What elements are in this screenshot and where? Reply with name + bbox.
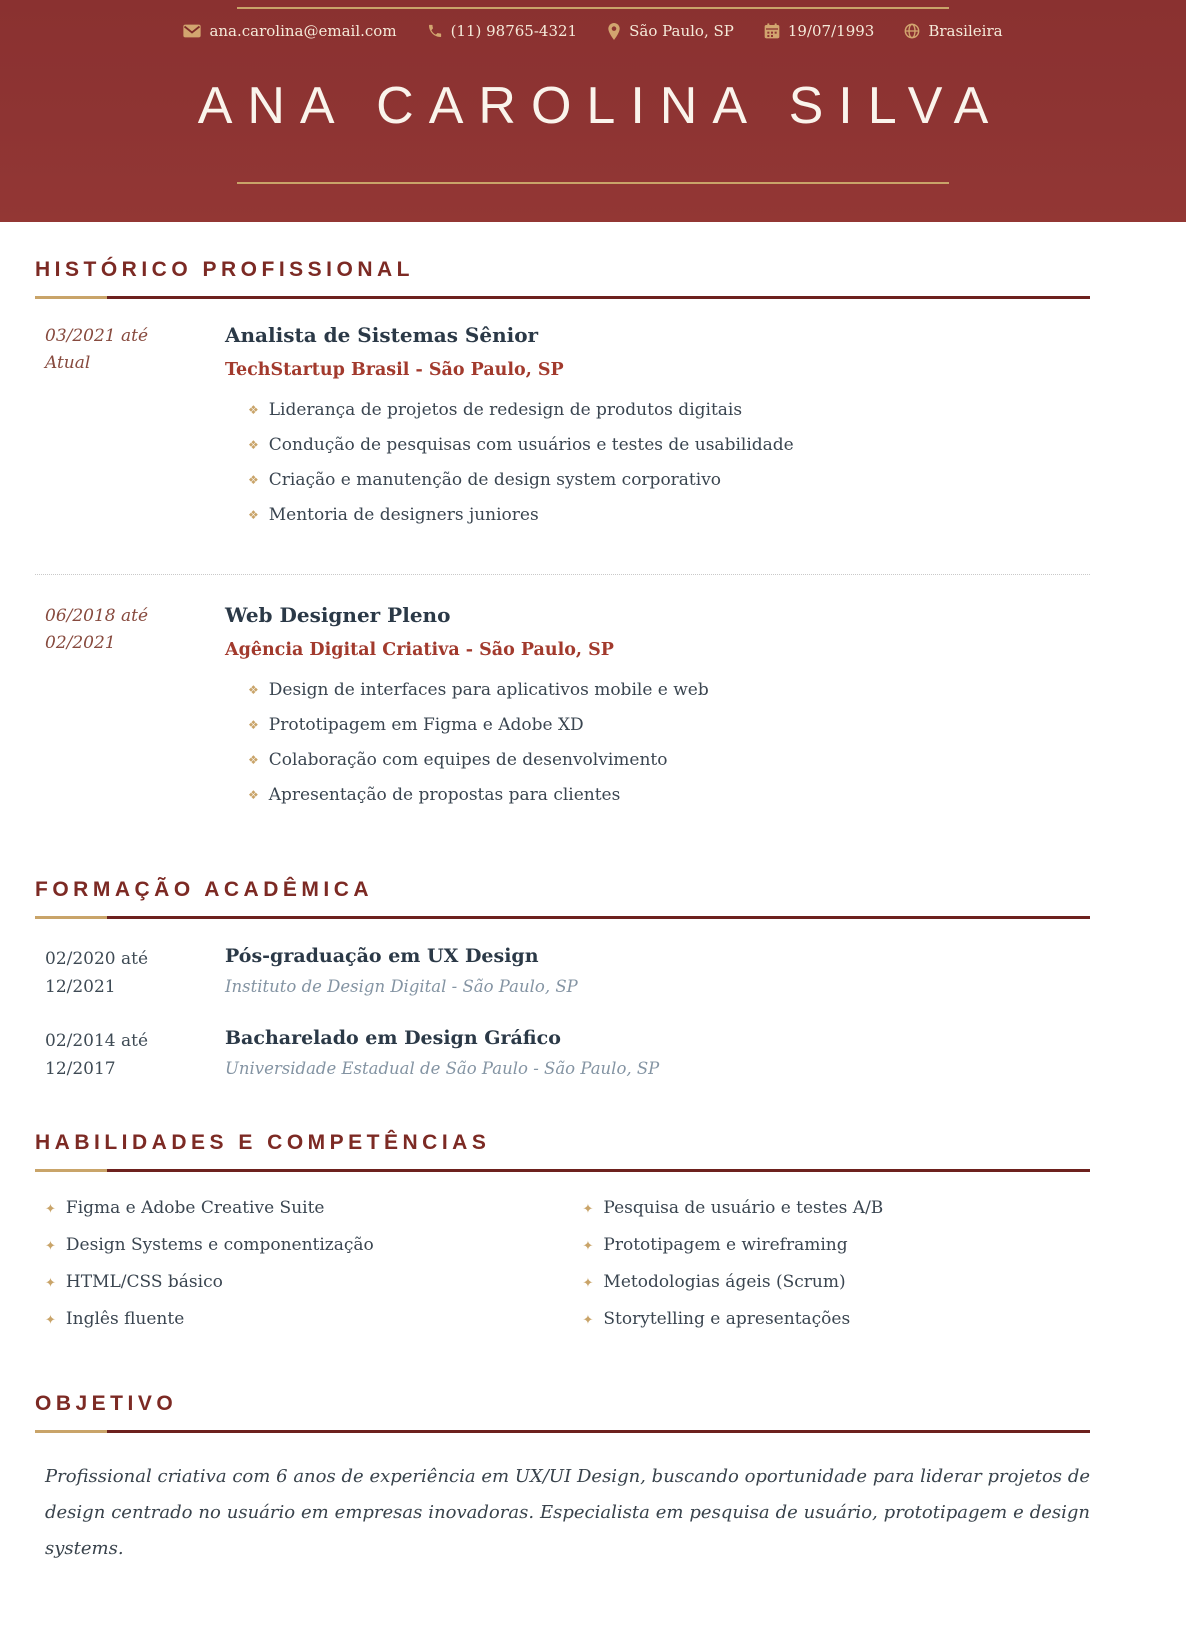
star-bullet-icon: ✦ bbox=[582, 1202, 594, 1217]
contact-email bbox=[183, 22, 396, 40]
section-experience bbox=[35, 258, 1090, 826]
contact-birthdate bbox=[764, 22, 874, 40]
contact-birthdate-text: 19/07/1993 bbox=[787, 22, 875, 40]
star-bullet-icon: ✦ bbox=[45, 1313, 56, 1328]
education-period: 02/2020 até 12/2021 bbox=[45, 949, 149, 997]
calendar-icon bbox=[764, 23, 780, 39]
job-period: 06/2018 até 02/2021 bbox=[45, 606, 149, 653]
section-rule bbox=[35, 1430, 1090, 1433]
job-bullet-item bbox=[248, 435, 1090, 455]
job-company: TechStartup Brasil - São Paulo, SP bbox=[225, 360, 564, 380]
job-bullet-item bbox=[248, 400, 1090, 420]
education-institution: Universidade Estadual de São Paulo - São Paulo, SP bbox=[225, 1059, 660, 1078]
job-bullet-item bbox=[248, 505, 1090, 525]
section-title-experience: HISTÓRICO PROFISSIONAL bbox=[35, 258, 415, 281]
contact-phone bbox=[427, 22, 578, 40]
star-bullet-icon: ✦ bbox=[45, 1202, 56, 1217]
job-role: Web Designer Pleno bbox=[225, 603, 451, 627]
job-bullet-item bbox=[248, 750, 1090, 770]
diamond-bullet-icon: ❖ bbox=[248, 683, 259, 697]
job-bullet-text: Prototipagem em Figma e Adobe XD bbox=[268, 715, 584, 735]
header-top-rule bbox=[237, 7, 949, 9]
skill-text: HTML/CSS básico bbox=[65, 1272, 223, 1292]
phone-icon bbox=[427, 23, 443, 39]
diamond-bullet-icon: ❖ bbox=[248, 473, 259, 487]
contact-bar bbox=[0, 22, 1186, 40]
skill-item bbox=[35, 1309, 553, 1346]
job-separator bbox=[35, 574, 1090, 575]
skill-item bbox=[573, 1309, 1091, 1346]
skill-item bbox=[573, 1198, 1091, 1235]
skill-text: Storytelling e apresentações bbox=[603, 1309, 851, 1329]
star-bullet-icon: ✦ bbox=[582, 1239, 594, 1254]
education-entry bbox=[35, 1027, 1090, 1083]
diamond-bullet-icon: ❖ bbox=[248, 403, 259, 417]
skill-text: Metodologias ágeis (Scrum) bbox=[603, 1272, 846, 1292]
job-entry bbox=[35, 299, 1090, 546]
diamond-bullet-icon: ❖ bbox=[248, 508, 259, 522]
job-bullet-text: Liderança de projetos de redesign de produtos digitais bbox=[268, 400, 743, 420]
job-bullet-text: Design de interfaces para aplicativos mobile e web bbox=[268, 680, 709, 700]
section-title-objective: OBJETIVO bbox=[35, 1392, 178, 1415]
job-bullet-text: Criação e manutenção de design system corporativo bbox=[268, 470, 722, 490]
skill-item bbox=[35, 1235, 553, 1272]
skill-text: Prototipagem e wireframing bbox=[603, 1235, 848, 1255]
section-rule bbox=[35, 296, 1090, 299]
education-period: 02/2014 até 12/2017 bbox=[45, 1031, 149, 1079]
job-entry bbox=[35, 579, 1090, 826]
header-bottom-rule bbox=[237, 182, 949, 184]
email-icon bbox=[183, 24, 201, 38]
diamond-bullet-icon: ❖ bbox=[248, 438, 259, 452]
skill-item bbox=[35, 1272, 553, 1309]
diamond-bullet-icon: ❖ bbox=[248, 788, 259, 802]
star-bullet-icon: ✦ bbox=[45, 1239, 56, 1254]
objective-text: Profissional criativa com 6 anos de experiência em UX/UI Design, buscando oportunidade para liderar projetos de design centrado no usuário em empresas inovadoras. Especialista em pesquisa de usuário, prototipagem e design systems. bbox=[45, 1466, 1090, 1559]
section-rule bbox=[35, 1169, 1090, 1172]
contact-location-text: São Paulo, SP bbox=[629, 22, 734, 40]
job-period: 03/2021 até Atual bbox=[45, 326, 149, 373]
education-institution: Instituto de Design Digital - São Paulo, SP bbox=[225, 977, 578, 996]
skill-item bbox=[573, 1272, 1091, 1309]
skill-text: Figma e Adobe Creative Suite bbox=[65, 1198, 325, 1218]
diamond-bullet-icon: ❖ bbox=[248, 718, 259, 732]
diamond-bullet-icon: ❖ bbox=[248, 753, 259, 767]
contact-location bbox=[607, 22, 734, 40]
education-degree: Bacharelado em Design Gráfico bbox=[225, 1027, 561, 1049]
section-objective bbox=[35, 1392, 1090, 1567]
section-skills bbox=[35, 1131, 1090, 1346]
contact-nationality bbox=[904, 22, 1002, 40]
contact-phone-text: (11) 98765-4321 bbox=[450, 22, 578, 40]
location-pin-icon bbox=[607, 23, 621, 40]
job-bullet-item bbox=[248, 785, 1090, 805]
section-title-skills: HABILIDADES E COMPETÊNCIAS bbox=[35, 1131, 491, 1154]
job-bullet-item bbox=[248, 470, 1090, 490]
skill-text: Design Systems e componentização bbox=[65, 1235, 374, 1255]
contact-nationality-text: Brasileira bbox=[928, 22, 1003, 40]
skill-text: Inglês fluente bbox=[65, 1309, 185, 1329]
globe-icon bbox=[904, 23, 920, 39]
job-bullet-list bbox=[225, 400, 1090, 525]
section-education bbox=[35, 878, 1090, 1083]
job-role: Analista de Sistemas Sênior bbox=[225, 323, 539, 347]
education-entry bbox=[35, 945, 1090, 1001]
job-bullet-text: Apresentação de propostas para clientes bbox=[268, 785, 621, 805]
job-bullet-item bbox=[248, 715, 1090, 735]
skill-item bbox=[573, 1235, 1091, 1272]
job-bullet-item bbox=[248, 680, 1090, 700]
resume-header bbox=[0, 0, 1186, 222]
skill-text: Pesquisa de usuário e testes A/B bbox=[603, 1198, 884, 1218]
star-bullet-icon: ✦ bbox=[582, 1313, 594, 1328]
skill-item bbox=[35, 1198, 553, 1235]
job-bullet-list bbox=[225, 680, 1090, 805]
job-bullet-text: Condução de pesquisas com usuários e testes de usabilidade bbox=[268, 435, 794, 455]
contact-email-text: ana.carolina@email.com bbox=[209, 22, 397, 40]
job-company: Agência Digital Criativa - São Paulo, SP bbox=[225, 640, 614, 660]
star-bullet-icon: ✦ bbox=[582, 1276, 594, 1291]
education-degree: Pós-graduação em UX Design bbox=[225, 945, 539, 967]
section-rule bbox=[35, 916, 1090, 919]
candidate-name: ANA CAROLINA SILVA bbox=[197, 77, 1004, 135]
star-bullet-icon: ✦ bbox=[45, 1276, 56, 1291]
skills-grid bbox=[35, 1198, 1090, 1346]
job-bullet-text: Colaboração com equipes de desenvolvimento bbox=[268, 750, 668, 770]
job-bullet-text: Mentoria de designers juniores bbox=[268, 505, 539, 525]
resume-body bbox=[0, 258, 1186, 1627]
section-title-education: FORMAÇÃO ACADÊMICA bbox=[35, 878, 374, 901]
